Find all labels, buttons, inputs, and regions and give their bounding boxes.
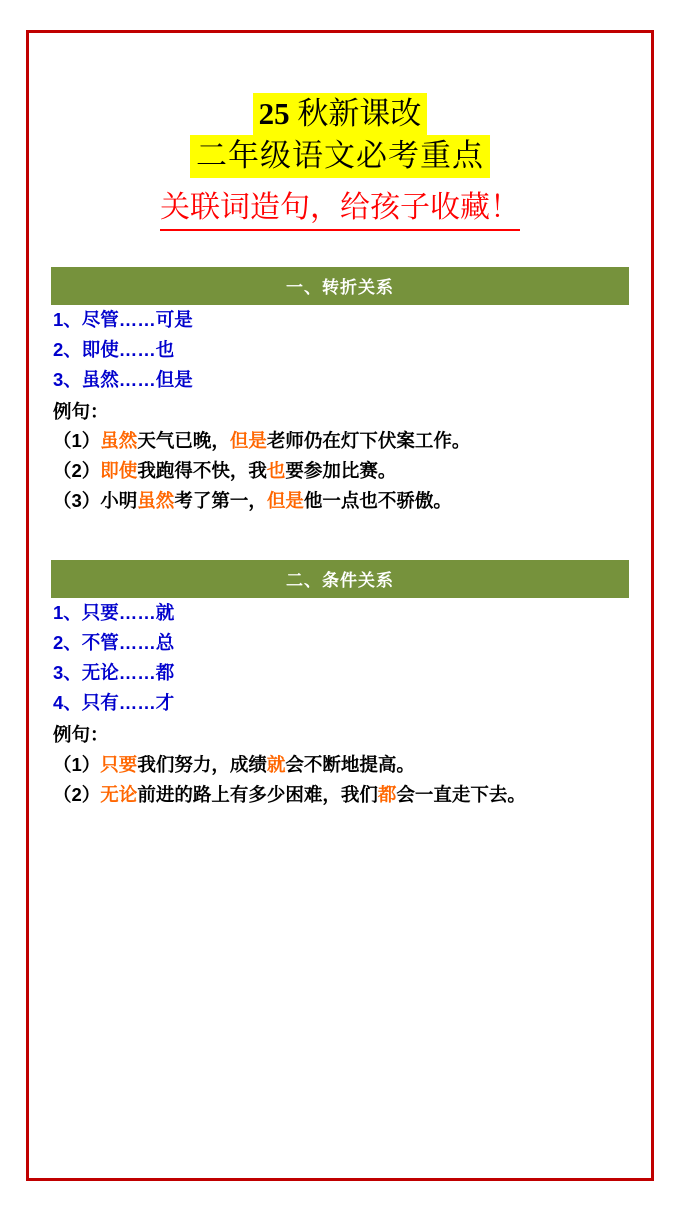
example-text: 要参加比赛。 bbox=[285, 460, 397, 482]
pattern-item: 3、无论……都 bbox=[53, 662, 175, 684]
section-2-examples-label: 例句： bbox=[53, 724, 109, 746]
example-text: 会不断地提高。 bbox=[285, 754, 415, 776]
red-border-frame bbox=[26, 30, 654, 1181]
example-keyword: 虽然 bbox=[137, 490, 175, 512]
example-text: 他一点也不骄傲。 bbox=[303, 490, 452, 512]
example-sentence bbox=[51, 780, 629, 810]
example-keyword: 就 bbox=[266, 754, 286, 776]
section-2-header: 二、条件关系 bbox=[51, 560, 629, 598]
title-text-1: 秋新课改 bbox=[289, 96, 422, 131]
example-text: 老师仍在灯下伏案工作。 bbox=[266, 430, 471, 452]
pattern-item: 2、即使……也 bbox=[53, 338, 175, 360]
example-text: 我跑得不快，我 bbox=[137, 460, 267, 482]
subtitle-wrap bbox=[51, 178, 629, 231]
section-1-pattern-list bbox=[51, 305, 629, 395]
example-text: （2） bbox=[53, 460, 101, 482]
example-text: 前进的路上有多少困难，我们 bbox=[137, 784, 378, 806]
example-keyword: 都 bbox=[377, 784, 397, 806]
example-keyword: 但是 bbox=[266, 490, 304, 512]
example-text: （3）小明 bbox=[53, 490, 138, 512]
example-sentence bbox=[51, 486, 629, 516]
title-line-2 bbox=[51, 135, 629, 177]
example-text: （1） bbox=[53, 430, 101, 452]
title-line-1 bbox=[51, 93, 629, 135]
example-sentence bbox=[51, 750, 629, 780]
example-sentence bbox=[51, 456, 629, 486]
section-1-examples-label: 例句： bbox=[53, 400, 109, 422]
pattern-item: 4、只有……才 bbox=[53, 692, 175, 714]
example-keyword: 虽然 bbox=[100, 430, 138, 452]
example-text: （1） bbox=[53, 754, 101, 776]
section-1-header: 一、转折关系 bbox=[51, 267, 629, 305]
example-keyword: 但是 bbox=[229, 430, 267, 452]
section-2 bbox=[51, 560, 629, 810]
example-text: 我们努力，成绩 bbox=[137, 754, 267, 776]
pattern-item: 1、尽管……可是 bbox=[53, 308, 193, 330]
example-keyword: 即使 bbox=[100, 460, 138, 482]
pattern-item: 3、虽然……但是 bbox=[53, 368, 193, 390]
example-text: 天气已晚， bbox=[137, 430, 230, 452]
pattern-item: 1、只要……就 bbox=[53, 602, 175, 624]
title-text-2: 二年级语文必考重点 bbox=[196, 138, 484, 174]
example-text: 考了第一， bbox=[174, 490, 267, 512]
section-1 bbox=[51, 267, 629, 517]
title-year-number: 25 bbox=[258, 96, 290, 131]
example-sentence bbox=[51, 426, 629, 456]
example-keyword: 无论 bbox=[100, 784, 138, 806]
pattern-item: 2、不管……总 bbox=[53, 632, 175, 654]
example-text: （2） bbox=[53, 784, 101, 806]
title-block bbox=[51, 93, 629, 231]
section-2-pattern-list bbox=[51, 598, 629, 718]
title-highlight-2 bbox=[190, 135, 490, 177]
example-text: 会一直走下去。 bbox=[396, 784, 526, 806]
example-keyword: 只要 bbox=[100, 754, 138, 776]
example-keyword: 也 bbox=[266, 460, 286, 482]
title-highlight-1 bbox=[253, 93, 428, 135]
subtitle: 关联词造句，给孩子收藏！ bbox=[160, 188, 520, 231]
